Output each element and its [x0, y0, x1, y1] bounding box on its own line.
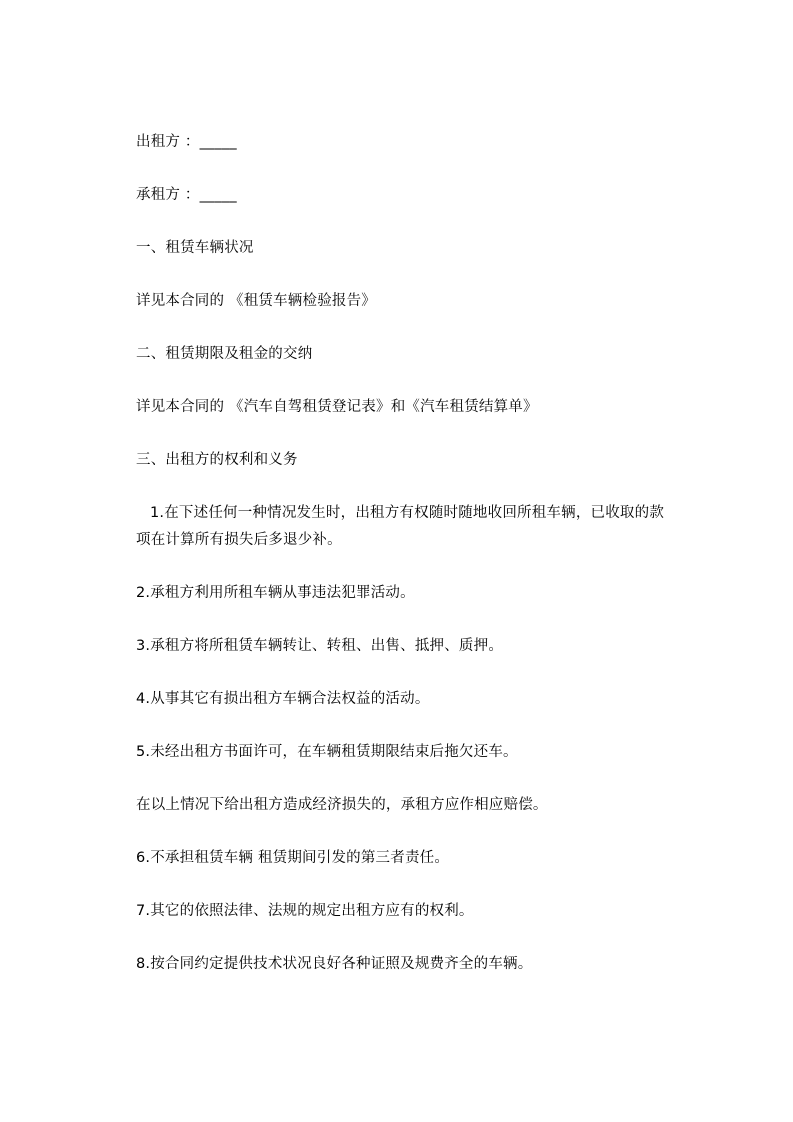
lessee-line: 承租方 ：_____: [136, 187, 237, 203]
clause-1-line-1: 1.在下述任何一种情况发生时，出租方有权随时随地收回所租车辆，已收取的款: [150, 505, 665, 521]
clause-5: 5.未经出租方书面许可，在车辆租赁期限结束后拖欠还车。: [136, 744, 518, 760]
section-1-text: 详见本合同的 《租赁车辆检验报告》: [136, 293, 377, 309]
clause-2: 2.承租方利用所租车辆从事违法犯罪活动。: [136, 585, 415, 601]
clause-7: 7.其它的依照法律、法规的规定出租方应有的权利。: [136, 903, 474, 919]
clause-6: 6.不承担租赁车辆 租赁期间引发的第三者责任。: [136, 850, 450, 866]
section-1-heading: 一、租赁车辆状况: [136, 240, 254, 256]
section-2-heading: 二、租赁期限及租金的交纳: [136, 346, 313, 362]
clause-1-line-2: 项在计算所有损失后多退少补。: [136, 532, 342, 548]
section-2-text: 详见本合同的 《汽车自驾租赁登记表》和《汽车租赁结算单》: [136, 399, 538, 415]
clause-4: 4.从事其它有损出租方车辆合法权益的活动。: [136, 691, 430, 707]
clause-3: 3.承租方将所租赁车辆转让、转租、出售、抵押、质押。: [136, 638, 504, 654]
lessor-line: 出租方 ：_____: [136, 134, 237, 150]
section-3-heading: 三、出租方的权利和义务: [136, 452, 298, 468]
compensation-note: 在以上情况下给出租方造成经济损失的，承租方应作相应赔偿。: [136, 797, 548, 813]
clause-8: 8.按合同约定提供技术状况良好各种证照及规费齐全的车辆。: [136, 956, 533, 972]
